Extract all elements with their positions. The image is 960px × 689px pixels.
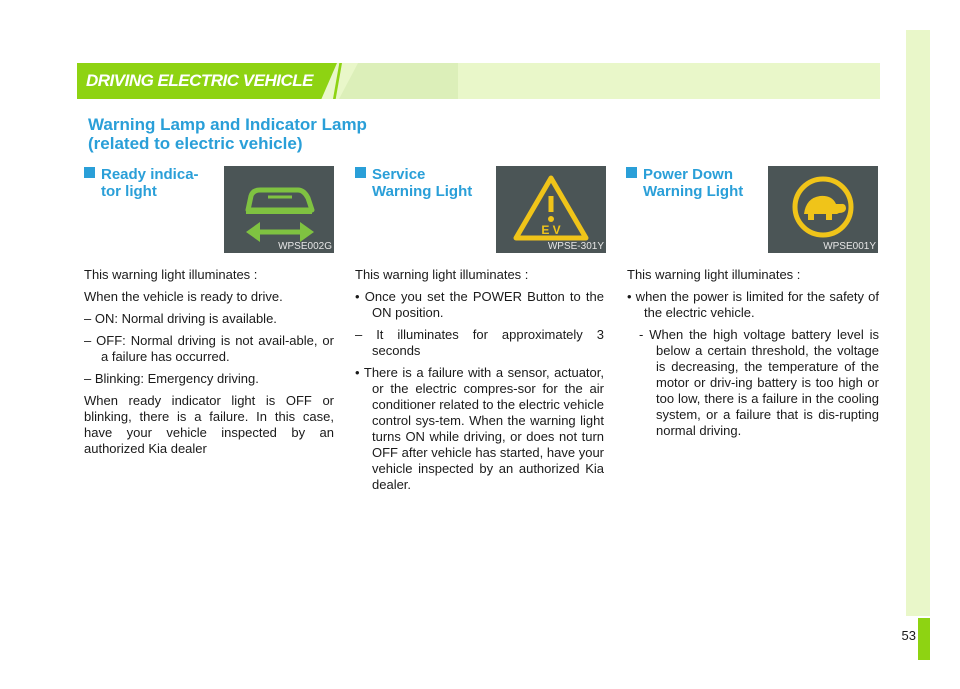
bullet-square-icon xyxy=(355,167,366,178)
list-item: – Blinking: Emergency driving. xyxy=(84,371,259,386)
side-strip xyxy=(906,30,930,616)
body-paragraph: This warning light illuminates : xyxy=(627,267,801,282)
bullet-square-icon xyxy=(84,167,95,178)
list-item: • Once you set the POWER Button to the ON position. xyxy=(355,289,604,320)
page-number: 53 xyxy=(901,628,916,643)
page-tab-marker xyxy=(918,618,930,660)
header-accent xyxy=(339,63,458,99)
section-header-title: DRIVING ELECTRIC VEHICLE xyxy=(86,71,313,90)
body-paragraph: When the vehicle is ready to drive. xyxy=(84,289,283,304)
section-heading-service: Service Warning Light xyxy=(355,166,472,200)
svg-text:E V: E V xyxy=(541,223,561,237)
list-item: – OFF: Normal driving is not avail-able, or a failure has occurred. xyxy=(84,333,334,364)
turtle-icon xyxy=(768,166,878,253)
page-title-line1: Warning Lamp and Indicator Lamp xyxy=(88,115,367,134)
page-title xyxy=(88,115,367,153)
image-code: WPSE001Y xyxy=(823,241,876,252)
list-item: - When the high voltage battery level is below a certain threshold, the voltage is decreasing, the temperature of the motor or driv-ing battery is too high or too low, there is a failure in the cooling system, or a failure that is dis-rupting normal driving. xyxy=(639,327,879,438)
car-with-arrows-icon xyxy=(224,166,334,253)
bullet-square-icon xyxy=(626,167,637,178)
list-item: – It illuminates for approximately 3 seconds xyxy=(355,327,604,358)
body-paragraph: When ready indicator light is OFF or blinking, there is a failure. In this case, have your vehicle inspected by an authorized Kia dealer xyxy=(84,393,334,456)
image-code: WPSE002G xyxy=(278,241,332,252)
service-warning-image xyxy=(496,166,606,253)
section-heading-ready: Ready indica- tor light xyxy=(84,166,199,200)
list-item: – ON: Normal driving is available. xyxy=(84,311,277,326)
image-code: WPSE-301Y xyxy=(547,241,604,252)
service-warning-body xyxy=(355,267,604,499)
page-title-line2: (related to electric vehicle) xyxy=(88,134,303,153)
power-down-body xyxy=(627,267,879,445)
list-item: • when the power is limited for the safety of the electric vehicle. xyxy=(627,289,879,320)
list-item: • There is a failure with a sensor, actuator, or the electric compres-sor for the air conditioner related to the electric vehicle control sys-tem. When the warning light turns ON while driving, or does not turn OFF after vehicle has started, have your vehicle inspected by an authorized Kia dealer. xyxy=(355,365,604,492)
ev-warning-triangle-icon xyxy=(496,166,606,253)
body-paragraph: This warning light illuminates : xyxy=(84,267,258,282)
ready-indicator-image xyxy=(224,166,334,253)
body-paragraph: This warning light illuminates : xyxy=(355,267,529,282)
section-heading-power-down: Power Down Warning Light xyxy=(626,166,743,200)
ready-indicator-body xyxy=(84,267,334,463)
power-down-image xyxy=(768,166,878,253)
